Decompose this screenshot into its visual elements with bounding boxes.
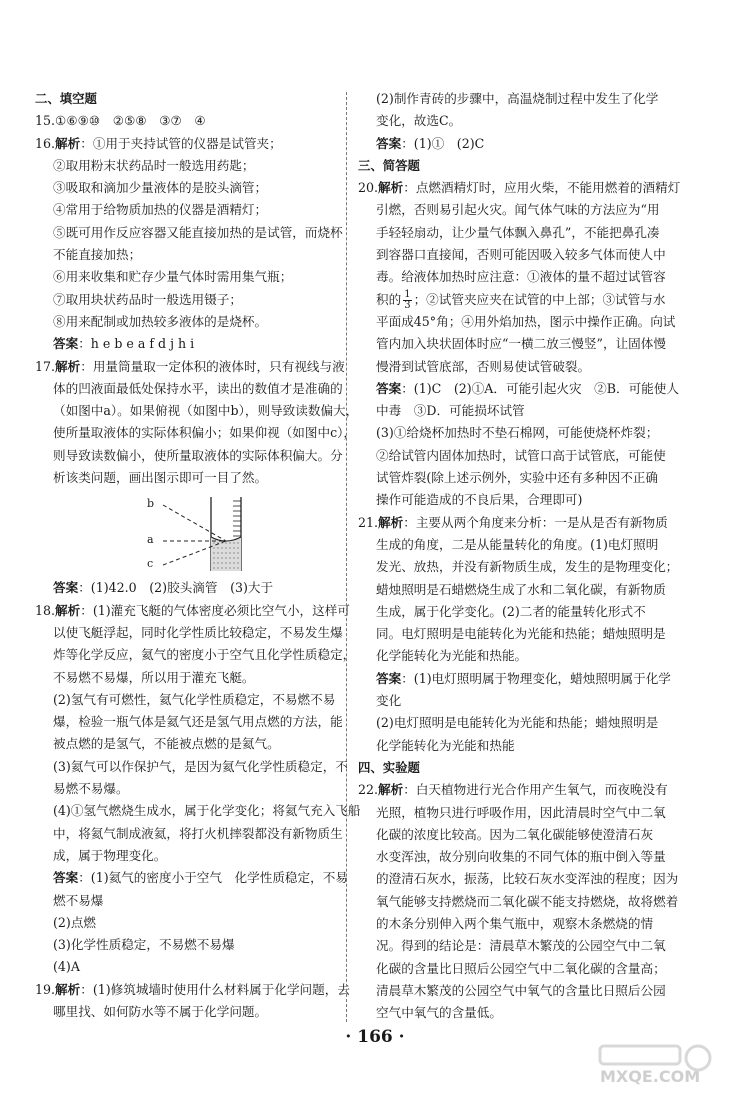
fraction — [403, 290, 411, 311]
answer-keyword: 解析 — [55, 135, 81, 151]
line-text: 哪里找、如何防水等不属于化学问题。 — [53, 1003, 268, 1019]
line-text: 爆，检验一瓶气体是氦气还是氢气用点燃的方法，能 — [53, 714, 343, 730]
text-line — [35, 711, 343, 733]
line-text: 成，属于物理变化。 — [53, 847, 167, 863]
text-line — [358, 935, 676, 957]
line-text: ②取用粉末状药品时一般选用药匙； — [53, 157, 255, 173]
text-line — [358, 802, 676, 824]
line-text: (4)A — [53, 959, 80, 975]
text-line — [35, 445, 343, 467]
text-line — [358, 445, 676, 467]
line-text: 不易燃不易爆，所以用于灌充飞艇。 — [53, 669, 255, 685]
line-text: 发光、放热，并没有新物质生成，发生的是物理变化； — [376, 559, 679, 575]
text-line — [358, 356, 676, 378]
section-heading — [358, 757, 676, 779]
line-text: 使所量取液体的实际体积偏小；如果仰视（如图中c）， — [53, 425, 357, 441]
line-rest: ：主要从两个角度来分析：一是从是否有新物质 — [403, 514, 668, 530]
text-line — [358, 556, 679, 578]
text-line — [358, 601, 676, 623]
line-text: ②给试管内固体加热时，试管口高于试管底，可能使 — [376, 447, 666, 463]
line-text: (2)制作青砖的步骤中，高温烧制过程中发生了化学 — [376, 91, 659, 106]
answer-keyword: 答案 — [53, 870, 79, 886]
text-line — [358, 645, 676, 667]
line-text: 二、填空题 — [35, 91, 97, 106]
answer-keyword: 答案 — [53, 336, 79, 352]
text-line — [358, 177, 681, 199]
text-line — [35, 733, 335, 755]
section-heading — [358, 155, 676, 177]
line-rest: ：h e b e a f d j h i — [78, 336, 195, 352]
answer-keyword: 解析 — [55, 981, 81, 997]
text-line — [35, 199, 335, 221]
line-rest: ：(1)电灯照明属于物理变化，蜡烛照明属于化学 — [401, 670, 671, 686]
text-line — [358, 824, 676, 846]
line-text: ④常用于给物质加热的仪器是酒精灯； — [53, 202, 268, 218]
line-text: 氧气能够支持燃烧而二氧化碳不能支持燃烧，故将燃着 — [376, 893, 679, 909]
line-text: 化碳的浓度比较高。因为二氧化碳能够使澄清石灰 — [376, 826, 654, 842]
text-line — [35, 890, 335, 912]
text-line — [358, 489, 676, 511]
line-rest: ：(1)修筑城墙时使用什么材料属于化学问题，去 — [80, 981, 350, 997]
text-line — [35, 110, 335, 132]
text-line — [358, 891, 679, 913]
line-text: 17. — [35, 358, 56, 374]
line-text: (2)氢气有可燃性，氦气化学性质稳定，不易燃不易 — [53, 691, 336, 707]
line-text: ③吸取和滴加少量液体的是胶头滴管； — [53, 180, 268, 196]
line-rest: ：(1)灌充飞艇的气体密度必须比空气小，这样可 — [80, 602, 350, 618]
text-line — [35, 867, 348, 889]
line-text: (3)氦气可以作保护气，是因为氦气化学性质稳定，不 — [53, 758, 348, 774]
text-line — [35, 778, 335, 800]
line-text: 变化 — [376, 693, 402, 709]
line-text: 况。得到的结论是：清晨草木繁茂的公园空气中二氧 — [376, 938, 666, 954]
line-text: 手轻轻扇动，让少量气体飘入鼻孔”，不能把鼻孔凑 — [376, 224, 660, 240]
line-text: 变化，故选C。 — [376, 113, 462, 129]
text-line — [358, 422, 676, 444]
line-text: 三、简答题 — [358, 157, 420, 173]
text-line — [35, 177, 335, 199]
line-text: 积的 — [376, 291, 402, 307]
line-text: 清晨草木繁茂的公园空气中氧气的含量比日照后公园 — [376, 982, 666, 998]
line-text: ⑧用来配制或加热较多液体的是烧杯。 — [53, 313, 268, 329]
line-text: 22. — [358, 782, 379, 798]
watermark-logo — [580, 1040, 730, 1090]
column-divider — [346, 92, 347, 1022]
text-line — [35, 823, 343, 845]
text-line — [35, 577, 335, 599]
text-line — [35, 155, 335, 177]
line-text: 化学能转化为光能和热能 — [376, 737, 515, 753]
text-line — [358, 846, 676, 868]
line-text: 炸等化学反应，氦气的密度小于空气且化学性质稳定， — [53, 647, 356, 663]
line-text: 析该类问题，画出图示即可一目了然。 — [53, 470, 268, 486]
text-line — [358, 289, 676, 311]
right-column — [358, 88, 681, 1024]
text-line — [358, 467, 676, 489]
text-line — [35, 800, 361, 822]
line-text: 燃不易爆 — [53, 892, 104, 908]
text-line — [35, 333, 335, 355]
text-line — [358, 958, 676, 980]
text-line — [35, 266, 335, 288]
line-text: 试管炸裂(除上述示例外，实验中还有多种因不正确 — [376, 470, 658, 486]
text-line — [358, 222, 676, 244]
figure-label-a: a — [147, 533, 154, 547]
text-line — [35, 467, 335, 489]
line-text: 不能直接加热； — [53, 247, 142, 263]
line-text: 蜡烛照明是石蜡燃烧生成了水和二氧化碳，有新物质 — [376, 581, 666, 597]
line-text: 中，将氦气制成液氦，将打火机摔裂都没有新物质生 — [53, 825, 343, 841]
answer-keyword: 解析 — [378, 180, 404, 196]
line-text: 生成，属于化学变化。(2)二者的能量转化形式不 — [376, 603, 646, 619]
line-text: 19. — [35, 981, 56, 997]
line-text: (4)①氢气燃烧生成水，属于化学变化；将氦气充入飞船 — [53, 803, 361, 819]
text-line — [358, 378, 679, 400]
text-line — [358, 199, 676, 221]
line-rest: ：(1)氦气的密度小于空气 化学性质稳定，不易 — [78, 870, 348, 886]
line-text: 16. — [35, 135, 56, 151]
line-text: (3)①给烧杯加热时不垫石棉网，可能使烧杯炸裂； — [376, 425, 659, 441]
answer-keyword: 答案 — [53, 580, 79, 596]
text-line — [358, 133, 676, 155]
line-rest: ：点燃酒精灯时，应用火柴，不能用燃着的酒精灯 — [403, 180, 681, 196]
text-line — [358, 579, 676, 601]
text-line — [35, 378, 343, 400]
text-line — [358, 266, 676, 288]
figure-label-c: c — [147, 557, 154, 571]
text-line — [35, 133, 335, 155]
text-line — [358, 623, 676, 645]
line-rest: ：(1)① (2)C — [401, 135, 485, 151]
text-line — [35, 244, 335, 266]
line-text: 慢滑到试管底部，否则易使试管破裂。 — [376, 358, 591, 374]
line-text: 同。电灯照明是电能转化为光能和热能；蜡烛照明是 — [376, 626, 666, 642]
line-text: 四、实验题 — [358, 759, 420, 775]
line-text: （如图中a）。如果俯视（如图中b），则导致读数偏大， — [53, 403, 359, 419]
figure-label-b: b — [147, 497, 155, 511]
line-text: 18. — [35, 602, 56, 618]
line-text: 的木条分别伸入两个集气瓶中，观察木条燃烧的情 — [376, 915, 654, 931]
line-text: 化碳的含量比日照后公园空气中二氧化碳的含量高； — [376, 960, 666, 976]
page-number: · 166 · — [345, 1027, 405, 1047]
text-line — [358, 110, 676, 132]
line-text: 光照，植物只进行呼吸作用，因此清晨时空气中二氧 — [376, 804, 666, 820]
line-text: 则导致读数偏小，使所量取液体的实际体积偏大。分 — [53, 447, 343, 463]
answer-keyword: 解析 — [55, 358, 81, 374]
text-line — [358, 868, 679, 890]
text-line — [35, 422, 357, 444]
line-text: 空气中氧气的含量低。 — [376, 1005, 502, 1021]
line-text: 到容器口直接闻，否则可能因吸入较多气体而使人中 — [376, 247, 666, 263]
text-line — [358, 88, 676, 110]
line-text: 水变浑浊，故分别向收集的不同气体的瓶中倒入等量 — [376, 849, 666, 865]
line-text: 以使飞艇浮起，同时化学性质比较稳定，不易发生爆 — [53, 624, 343, 640]
line-text: 平面成45°角；④用外焰加热，图示中操作正确。向试 — [376, 313, 676, 329]
fraction-numerator: 1 — [404, 288, 411, 300]
text-line — [358, 534, 676, 556]
line-text: ⑦取用块状药品时一般选用镊子； — [53, 291, 242, 307]
answer-keyword: 答案 — [376, 670, 402, 686]
line-text: 15.①⑥⑨⑩ ②⑤⑧ ③⑦ ④ — [35, 113, 206, 129]
text-line — [35, 1001, 335, 1023]
line-rest: ：(1)42.0 (2)胶头滴管 (3)大于 — [78, 580, 274, 596]
text-line — [35, 600, 350, 622]
section-heading — [35, 88, 335, 110]
line-text: 21. — [358, 514, 379, 530]
text-line — [358, 333, 676, 355]
line-text: 操作可能造成的不良后果，合理即可) — [376, 492, 583, 508]
answer-keyword: 答案 — [376, 135, 402, 151]
text-line — [358, 244, 676, 266]
watermark-text: MXQE.COM — [600, 1067, 701, 1086]
line-text: 的澄清石灰水，振荡，比较石灰水变浑浊的程度；因为 — [376, 871, 679, 887]
line-text: ⑥用来收集和贮存少量气体时需用集气瓶； — [53, 269, 293, 285]
line-rest: ：用量筒量取一定体积的液体时，只有视线与液 — [80, 358, 345, 374]
text-line — [358, 668, 676, 690]
line-text: (2)电灯照明是电能转化为光能和热能；蜡烛照明是 — [376, 715, 659, 731]
line-text: ⑤既可用作反应容器又能直接加热的是试管，而烧杯 — [53, 224, 343, 240]
text-line — [358, 512, 676, 534]
line-rest: ：(1)C (2)①A．可能引起火灾 ②B．可能使人 — [401, 380, 679, 396]
text-line — [35, 689, 335, 711]
text-line — [35, 667, 335, 689]
text-line — [35, 956, 335, 978]
answer-keyword: 答案 — [376, 380, 402, 396]
text-line — [358, 779, 676, 801]
line-text: 体的凹液面最低处保持水平，读出的数值才是准确的 — [53, 380, 343, 396]
text-line — [35, 400, 359, 422]
line-text: 中毒 ③D．可能损坏试管 — [376, 403, 525, 419]
text-line — [35, 979, 350, 1001]
left-column — [35, 88, 361, 1023]
line-text: 20. — [358, 180, 379, 196]
line-text: 化学能转化为光能和热能。 — [376, 648, 528, 664]
text-line — [358, 735, 676, 757]
answer-keyword: 解析 — [55, 602, 81, 618]
line-text: 毒。给液体加热时应注意：①液体的量不超过试管容 — [376, 269, 666, 285]
text-line — [358, 980, 676, 1002]
text-line — [35, 311, 335, 333]
measuring-cylinder-figure — [35, 493, 335, 575]
fraction-denominator: 3 — [404, 299, 411, 311]
text-line — [35, 622, 343, 644]
answer-keyword: 解析 — [378, 782, 404, 798]
text-line — [35, 222, 343, 244]
line-text: 生成的角度，二是从能量转化的角度。(1)电灯照明 — [376, 536, 659, 552]
text-line — [358, 913, 676, 935]
text-line — [358, 400, 676, 422]
text-line — [35, 756, 348, 778]
line-text: 引燃，否则易引起火灾。闻气体气味的方法应为“用 — [376, 202, 660, 218]
text-line — [35, 934, 335, 956]
line-rest: ：①用于夹持试管的仪器是试管夹； — [80, 135, 282, 151]
text-line — [35, 912, 335, 934]
line-rest: ；②试管夹应夹在试管的中上部；③试管与水 — [413, 291, 666, 307]
line-rest: ：白天植物进行光合作用产生氧气，而夜晚没有 — [403, 782, 668, 798]
text-line — [358, 311, 676, 333]
text-line — [35, 845, 335, 867]
line-text: 易燃不易爆。 — [53, 781, 129, 797]
line-text: 管内加入块状固体时应“一横二放三慢竖”，让固体慢 — [376, 336, 666, 352]
line-text: (3)化学性质稳定，不易燃不易爆 — [53, 937, 235, 953]
answer-keyword: 解析 — [378, 514, 404, 530]
line-text: 被点燃的是氢气，不能被点燃的是氦气。 — [53, 736, 280, 752]
text-line — [35, 289, 335, 311]
text-line — [35, 356, 345, 378]
text-line — [358, 690, 676, 712]
text-line — [358, 1002, 676, 1024]
text-line — [35, 644, 356, 666]
text-line — [358, 712, 676, 734]
line-text: (2)点燃 — [53, 914, 97, 930]
